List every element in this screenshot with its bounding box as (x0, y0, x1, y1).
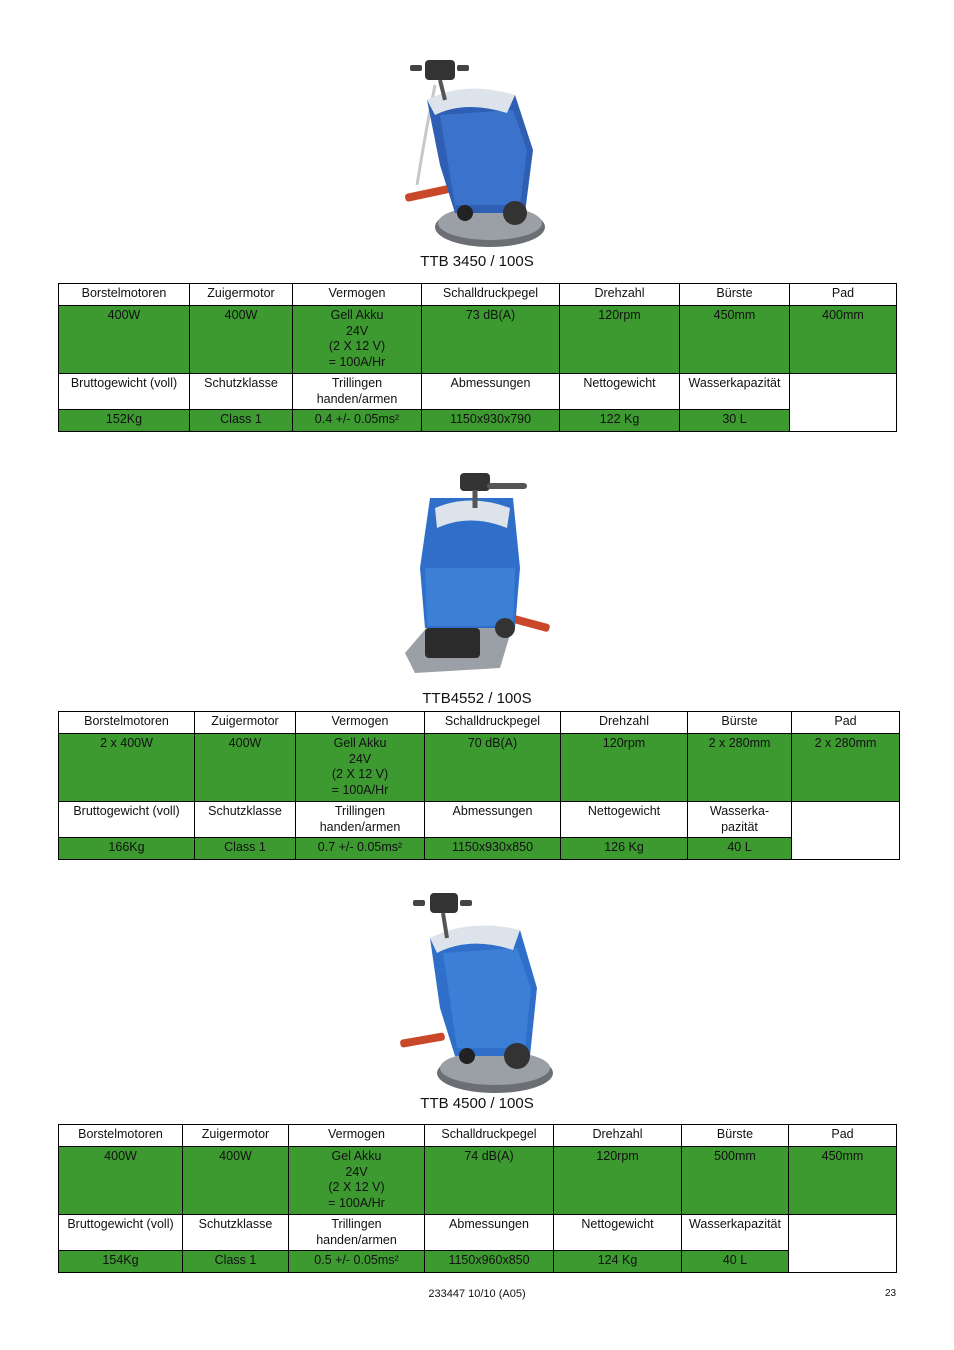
value-cell: 400W (190, 306, 293, 374)
col-header: Pad (792, 712, 900, 734)
scrubber-machine-image-3 (395, 888, 560, 1098)
header-row (59, 802, 900, 838)
spec-table-2 (58, 711, 900, 860)
col-header: Borstelmotoren (59, 284, 190, 306)
value-cell: 120rpm (561, 734, 688, 802)
value-row (59, 306, 897, 374)
value-cell: Class 1 (190, 410, 293, 432)
value-cell: 0.7 +/- 0.05ms² (296, 838, 425, 860)
empty-cell (789, 1215, 897, 1273)
value-cell: 400W (195, 734, 296, 802)
col-header: Abmessungen (422, 374, 560, 410)
col-header: Drehzahl (554, 1125, 682, 1147)
col-header: Drehzahl (561, 712, 688, 734)
col-header: Abmessungen (425, 802, 561, 838)
spec-table-3 (58, 1124, 897, 1273)
value-cell: 120rpm (560, 306, 680, 374)
col-header: Schalldruckpegel (425, 712, 561, 734)
page-number: 23 (885, 1288, 897, 1299)
value-cell: 400W (59, 1147, 183, 1215)
col-header: Borstelmotoren (59, 1125, 183, 1147)
scrubber-machine-image-1 (395, 55, 555, 250)
spec-table-1 (58, 283, 897, 432)
value-row (59, 734, 900, 802)
col-header: Trillingen handen/armen (293, 374, 422, 410)
value-cell: 450mm (789, 1147, 897, 1215)
header-row (59, 1215, 897, 1251)
value-cell: Gell Akku 24V (2 X 12 V) = 100A/Hr (293, 306, 422, 374)
col-header: Nettogewicht (560, 374, 680, 410)
value-cell: 1150x960x850 (425, 1251, 554, 1273)
value-row (59, 410, 897, 432)
col-header: Schalldruckpegel (422, 284, 560, 306)
value-cell: 120rpm (554, 1147, 682, 1215)
value-cell: 70 dB(A) (425, 734, 561, 802)
col-header: Wasserkapazität (680, 374, 790, 410)
empty-cell (790, 374, 897, 432)
value-cell: 2 x 280mm (688, 734, 792, 802)
value-cell: 2 x 280mm (792, 734, 900, 802)
col-header: Bürste (682, 1125, 789, 1147)
col-header: Drehzahl (560, 284, 680, 306)
col-header: Schutzklasse (190, 374, 293, 410)
product-title-3: TTB 4500 / 100S (420, 1095, 534, 1112)
value-cell: 1150x930x850 (425, 838, 561, 860)
col-header: Vermogen (293, 284, 422, 306)
col-header: Pad (790, 284, 897, 306)
header-row (59, 712, 900, 734)
col-header: Vermogen (289, 1125, 425, 1147)
col-header: Nettogewicht (561, 802, 688, 838)
col-header: Wasserka- pazität (688, 802, 792, 838)
value-cell: 0.5 +/- 0.05ms² (289, 1251, 425, 1273)
col-header: Trillingen handen/armen (296, 802, 425, 838)
col-header: Borstelmotoren (59, 712, 195, 734)
col-header: Bürste (680, 284, 790, 306)
col-header: Abmessungen (425, 1215, 554, 1251)
col-header: Schutzklasse (195, 802, 296, 838)
value-cell: 450mm (680, 306, 790, 374)
value-cell: 166Kg (59, 838, 195, 860)
value-cell: 40 L (688, 838, 792, 860)
col-header: Trillingen handen/armen (289, 1215, 425, 1251)
header-row (59, 284, 897, 306)
value-cell: Class 1 (195, 838, 296, 860)
value-cell: 400mm (790, 306, 897, 374)
col-header: Zuigermotor (183, 1125, 289, 1147)
product-title-1: TTB 3450 / 100S (420, 253, 534, 270)
col-header: Nettogewicht (554, 1215, 682, 1251)
value-cell: 124 Kg (554, 1251, 682, 1273)
col-header: Wasserkapazität (682, 1215, 789, 1251)
value-row (59, 838, 900, 860)
value-cell: 400W (183, 1147, 289, 1215)
value-cell: 126 Kg (561, 838, 688, 860)
value-cell: 40 L (682, 1251, 789, 1273)
value-cell: 122 Kg (560, 410, 680, 432)
col-header: Bruttogewicht (voll) (59, 374, 190, 410)
value-cell: Gell Akku 24V (2 X 12 V) = 100A/Hr (296, 734, 425, 802)
value-cell: Class 1 (183, 1251, 289, 1273)
value-cell: 500mm (682, 1147, 789, 1215)
value-cell: 74 dB(A) (425, 1147, 554, 1215)
col-header: Zuigermotor (195, 712, 296, 734)
value-cell: Gel Akku 24V (2 X 12 V) = 100A/Hr (289, 1147, 425, 1215)
value-cell: 73 dB(A) (422, 306, 560, 374)
scrubber-machine-image-2 (395, 468, 560, 683)
col-header: Bruttogewicht (voll) (59, 802, 195, 838)
value-cell: 152Kg (59, 410, 190, 432)
col-header: Vermogen (296, 712, 425, 734)
col-header: Schutzklasse (183, 1215, 289, 1251)
value-cell: 0.4 +/- 0.05ms² (293, 410, 422, 432)
col-header: Bruttogewicht (voll) (59, 1215, 183, 1251)
col-header: Pad (789, 1125, 897, 1147)
value-cell: 30 L (680, 410, 790, 432)
col-header: Schalldruckpegel (425, 1125, 554, 1147)
value-row (59, 1251, 897, 1273)
value-row (59, 1147, 897, 1215)
col-header: Zuigermotor (190, 284, 293, 306)
value-cell: 1150x930x790 (422, 410, 560, 432)
col-header: Bürste (688, 712, 792, 734)
value-cell: 400W (59, 306, 190, 374)
value-cell: 154Kg (59, 1251, 183, 1273)
header-row (59, 374, 897, 410)
value-cell: 2 x 400W (59, 734, 195, 802)
document-code: 233447 10/10 (A05) (428, 1288, 526, 1300)
product-title-2: TTB4552 / 100S (422, 690, 532, 707)
header-row (59, 1125, 897, 1147)
empty-cell (792, 802, 900, 860)
